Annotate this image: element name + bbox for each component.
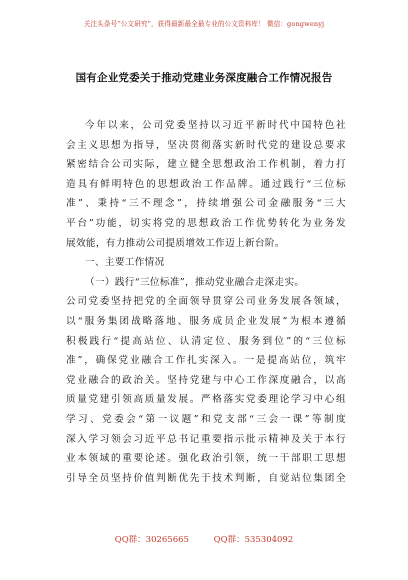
document-title: 国有企业党委关于推动党建业务深度融合工作情况报告	[75, 72, 333, 84]
footer-qq-group-2: QQ群：535304092	[213, 535, 294, 545]
paragraph-line: 引导全员坚持价值判断优先于技术判断，自觉站位集团全	[66, 472, 346, 484]
document-body	[66, 116, 346, 488]
footer-qq-group-1: QQ群：30265665	[114, 535, 189, 545]
paragraph-line: 会主义思想为指导，坚决贯彻落实新时代党的建设总要求	[66, 139, 346, 151]
paragraph-line: 公司党委坚持把党的全面领导贯穿公司业务发展各领域，	[66, 296, 346, 308]
paragraph-line: 平台”功能，切实将党的思想政治工作优势转化为业务发	[66, 217, 346, 229]
paragraph-line: 准”，确保党业融合工作扎实深入。一是提高站位，筑牢	[66, 355, 346, 367]
paragraph-line: 学习、党委会“第一议题”和党支部“三会一课”等制度	[66, 413, 346, 425]
paragraph-line: 积极践行“提高站位、认清定位、服务到位”的“三位标	[66, 335, 346, 347]
paragraph-line: 质量党建引领高质量发展。严格落实党委理论学习中心组	[66, 394, 346, 406]
footer	[0, 533, 408, 545]
paragraph-line: 造具有鲜明特色的思想政治工作品牌。通过践行“三位标	[66, 178, 346, 190]
paragraph-line: 准”、秉持“三不理念”，持续增强公司金融服务“三大	[66, 198, 346, 210]
paragraph-line: 业本领域的重要论述。强化政治引领，统一干部职工思想	[66, 453, 346, 465]
paragraph-line: 党业融合的政治关。坚持党建与中心工作深度融合，以高	[66, 374, 346, 386]
subsection-heading: （一）践行“三位标准”，推动党业融合走深走实。	[85, 276, 305, 288]
paragraph-line: 展效能，有力推动公司提质增效工作迈上新台阶。	[66, 237, 285, 249]
section-heading: 一、主要工作情况	[85, 257, 165, 269]
paragraph-line: 今年以来，公司党委坚持以习近平新时代中国特色社	[85, 120, 346, 131]
paragraph-line: 以“服务集团战略落地、服务成员企业发展”为根本遵循	[66, 315, 346, 327]
header-banner: 关注头条号“公文研究”，获得最新最全最专业的公文资料库！ 微信：gongwenyj	[83, 20, 325, 28]
paragraph-line: 紧密结合公司实际，建立健全思想政治工作机制，着力打	[66, 159, 346, 171]
paragraph-line: 深入学习领会习近平总书记重要指示批示精神及关于本行	[66, 433, 346, 445]
